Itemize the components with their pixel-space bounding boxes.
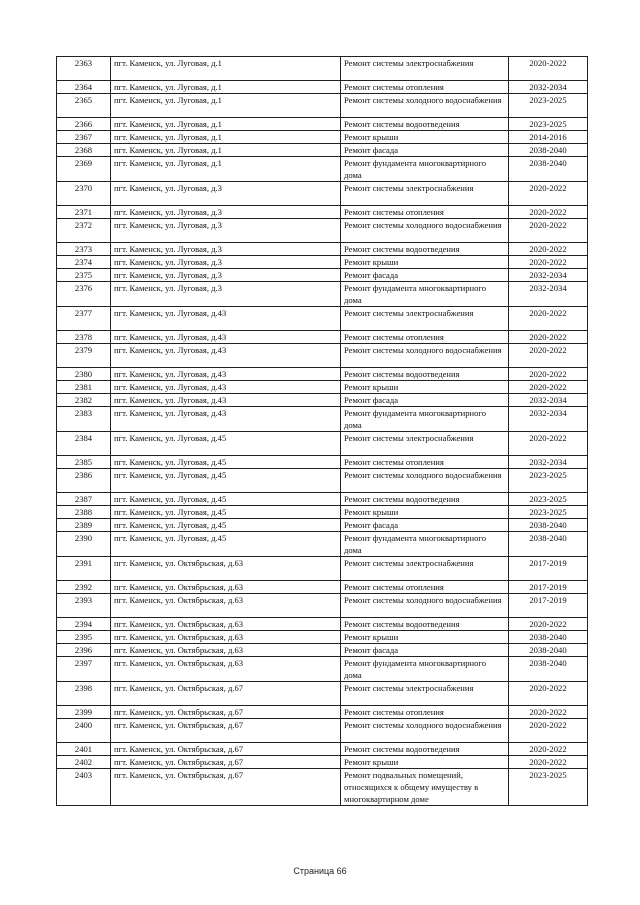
period-cell: 2020-2022 [509, 618, 588, 631]
address-cell: пгт. Каменск, ул. Луговая, д.45 [111, 506, 341, 519]
work-type-cell: Ремонт системы электроснабжения [341, 57, 509, 81]
row-number-cell: 2399 [57, 706, 111, 719]
table-body [57, 57, 588, 806]
row-number-cell: 2380 [57, 368, 111, 381]
row-number-cell: 2383 [57, 407, 111, 432]
table-row [57, 182, 588, 206]
address-cell: пгт. Каменск, ул. Луговая, д.43 [111, 407, 341, 432]
address-cell: пгт. Каменск, ул. Луговая, д.1 [111, 157, 341, 182]
table-row [57, 519, 588, 532]
work-type-cell: Ремонт подвальных помещений, относящихся к общему имуществу в многоквартирном доме [341, 769, 509, 806]
table-row [57, 407, 588, 432]
address-cell: пгт. Каменск, ул. Луговая, д.45 [111, 432, 341, 456]
table-row [57, 157, 588, 182]
address-cell: пгт. Каменск, ул. Октябрьская, д.63 [111, 618, 341, 631]
address-cell: пгт. Каменск, ул. Луговая, д.45 [111, 456, 341, 469]
row-number-cell: 2391 [57, 557, 111, 581]
address-cell: пгт. Каменск, ул. Луговая, д.43 [111, 331, 341, 344]
table-row [57, 743, 588, 756]
work-type-cell: Ремонт системы холодного водоснабжения [341, 344, 509, 368]
row-number-cell: 2394 [57, 618, 111, 631]
period-cell: 2020-2022 [509, 432, 588, 456]
work-type-cell: Ремонт системы отопления [341, 206, 509, 219]
table-row [57, 57, 588, 81]
period-cell: 2032-2034 [509, 269, 588, 282]
work-type-cell: Ремонт системы электроснабжения [341, 432, 509, 456]
work-type-cell: Ремонт системы водоотведения [341, 368, 509, 381]
row-number-cell: 2396 [57, 644, 111, 657]
address-cell: пгт. Каменск, ул. Октябрьская, д.63 [111, 557, 341, 581]
period-cell: 2020-2022 [509, 743, 588, 756]
table-row [57, 81, 588, 94]
address-cell: пгт. Каменск, ул. Луговая, д.43 [111, 381, 341, 394]
work-type-cell: Ремонт крыши [341, 631, 509, 644]
row-number-cell: 2401 [57, 743, 111, 756]
period-cell: 2023-2025 [509, 506, 588, 519]
work-type-cell: Ремонт системы электроснабжения [341, 182, 509, 206]
table-row [57, 256, 588, 269]
period-cell: 2032-2034 [509, 456, 588, 469]
table-row [57, 118, 588, 131]
row-number-cell: 2403 [57, 769, 111, 806]
table-row [57, 469, 588, 493]
work-type-cell: Ремонт фундамента многоквартирного дома [341, 657, 509, 682]
row-number-cell: 2378 [57, 331, 111, 344]
address-cell: пгт. Каменск, ул. Луговая, д.3 [111, 243, 341, 256]
page-number: Страница 66 [293, 866, 347, 876]
address-cell: пгт. Каменск, ул. Луговая, д.45 [111, 519, 341, 532]
period-cell: 2017-2019 [509, 581, 588, 594]
period-cell: 2023-2025 [509, 469, 588, 493]
work-type-cell: Ремонт фасада [341, 144, 509, 157]
period-cell: 2017-2019 [509, 557, 588, 581]
row-number-cell: 2367 [57, 131, 111, 144]
address-cell: пгт. Каменск, ул. Луговая, д.3 [111, 206, 341, 219]
table-row [57, 493, 588, 506]
table-row [57, 581, 588, 594]
period-cell: 2032-2034 [509, 282, 588, 307]
work-type-cell: Ремонт системы водоотведения [341, 743, 509, 756]
period-cell: 2020-2022 [509, 706, 588, 719]
work-type-cell: Ремонт системы холодного водоснабжения [341, 219, 509, 243]
period-cell: 2038-2040 [509, 157, 588, 182]
work-type-cell: Ремонт фасада [341, 644, 509, 657]
period-cell: 2020-2022 [509, 719, 588, 743]
row-number-cell: 2373 [57, 243, 111, 256]
address-cell: пгт. Каменск, ул. Луговая, д.3 [111, 256, 341, 269]
row-number-cell: 2381 [57, 381, 111, 394]
work-type-cell: Ремонт крыши [341, 131, 509, 144]
row-number-cell: 2387 [57, 493, 111, 506]
period-cell: 2038-2040 [509, 657, 588, 682]
table-row [57, 594, 588, 618]
work-type-cell: Ремонт системы холодного водоснабжения [341, 594, 509, 618]
row-number-cell: 2402 [57, 756, 111, 769]
row-number-cell: 2379 [57, 344, 111, 368]
table-row [57, 532, 588, 557]
table-row [57, 432, 588, 456]
table-row [57, 657, 588, 682]
address-cell: пгт. Каменск, ул. Луговая, д.1 [111, 94, 341, 118]
row-number-cell: 2392 [57, 581, 111, 594]
address-cell: пгт. Каменск, ул. Луговая, д.43 [111, 344, 341, 368]
period-cell: 2020-2022 [509, 344, 588, 368]
work-type-cell: Ремонт фундамента многоквартирного дома [341, 282, 509, 307]
table-row [57, 144, 588, 157]
row-number-cell: 2395 [57, 631, 111, 644]
period-cell: 2020-2022 [509, 206, 588, 219]
row-number-cell: 2397 [57, 657, 111, 682]
table-row [57, 331, 588, 344]
work-type-cell: Ремонт фундамента многоквартирного дома [341, 157, 509, 182]
address-cell: пгт. Каменск, ул. Луговая, д.45 [111, 469, 341, 493]
table-row [57, 344, 588, 368]
row-number-cell: 2390 [57, 532, 111, 557]
table-row [57, 368, 588, 381]
period-cell: 2020-2022 [509, 331, 588, 344]
work-type-cell: Ремонт крыши [341, 381, 509, 394]
row-number-cell: 2368 [57, 144, 111, 157]
row-number-cell: 2371 [57, 206, 111, 219]
address-cell: пгт. Каменск, ул. Луговая, д.3 [111, 282, 341, 307]
work-type-cell: Ремонт системы водоотведения [341, 118, 509, 131]
table-row [57, 381, 588, 394]
row-number-cell: 2365 [57, 94, 111, 118]
row-number-cell: 2382 [57, 394, 111, 407]
period-cell: 2023-2025 [509, 118, 588, 131]
period-cell: 2020-2022 [509, 368, 588, 381]
row-number-cell: 2375 [57, 269, 111, 282]
period-cell: 2038-2040 [509, 144, 588, 157]
address-cell: пгт. Каменск, ул. Октябрьская, д.67 [111, 706, 341, 719]
address-cell: пгт. Каменск, ул. Луговая, д.1 [111, 144, 341, 157]
row-number-cell: 2363 [57, 57, 111, 81]
period-cell: 2014-2016 [509, 131, 588, 144]
address-cell: пгт. Каменск, ул. Октябрьская, д.63 [111, 644, 341, 657]
address-cell: пгт. Каменск, ул. Октябрьская, д.63 [111, 594, 341, 618]
work-type-cell: Ремонт системы отопления [341, 456, 509, 469]
work-type-cell: Ремонт системы холодного водоснабжения [341, 719, 509, 743]
row-number-cell: 2398 [57, 682, 111, 706]
table-row [57, 706, 588, 719]
period-cell: 2020-2022 [509, 182, 588, 206]
work-type-cell: Ремонт крыши [341, 506, 509, 519]
table-row [57, 394, 588, 407]
table-row [57, 131, 588, 144]
row-number-cell: 2372 [57, 219, 111, 243]
period-cell: 2032-2034 [509, 407, 588, 432]
row-number-cell: 2388 [57, 506, 111, 519]
period-cell: 2020-2022 [509, 682, 588, 706]
table-row [57, 243, 588, 256]
address-cell: пгт. Каменск, ул. Луговая, д.3 [111, 269, 341, 282]
address-cell: пгт. Каменск, ул. Луговая, д.1 [111, 81, 341, 94]
address-cell: пгт. Каменск, ул. Октябрьская, д.67 [111, 743, 341, 756]
address-cell: пгт. Каменск, ул. Луговая, д.43 [111, 368, 341, 381]
work-type-cell: Ремонт системы отопления [341, 331, 509, 344]
work-type-cell: Ремонт системы водоотведения [341, 618, 509, 631]
table-row [57, 719, 588, 743]
work-type-cell: Ремонт системы водоотведения [341, 493, 509, 506]
row-number-cell: 2386 [57, 469, 111, 493]
table-row [57, 219, 588, 243]
period-cell: 2020-2022 [509, 756, 588, 769]
table-row [57, 206, 588, 219]
row-number-cell: 2369 [57, 157, 111, 182]
table-row [57, 269, 588, 282]
row-number-cell: 2376 [57, 282, 111, 307]
table-row [57, 307, 588, 331]
table-row [57, 644, 588, 657]
period-cell: 2038-2040 [509, 532, 588, 557]
address-cell: пгт. Каменск, ул. Октябрьская, д.67 [111, 719, 341, 743]
row-number-cell: 2384 [57, 432, 111, 456]
table-row [57, 682, 588, 706]
address-cell: пгт. Каменск, ул. Луговая, д.45 [111, 493, 341, 506]
period-cell: 2032-2034 [509, 81, 588, 94]
row-number-cell: 2370 [57, 182, 111, 206]
period-cell: 2038-2040 [509, 519, 588, 532]
table-row [57, 631, 588, 644]
table-row [57, 456, 588, 469]
address-cell: пгт. Каменск, ул. Луговая, д.43 [111, 394, 341, 407]
row-number-cell: 2364 [57, 81, 111, 94]
period-cell: 2038-2040 [509, 644, 588, 657]
address-cell: пгт. Каменск, ул. Октябрьская, д.63 [111, 581, 341, 594]
row-number-cell: 2377 [57, 307, 111, 331]
address-cell: пгт. Каменск, ул. Октябрьская, д.63 [111, 657, 341, 682]
work-type-cell: Ремонт системы холодного водоснабжения [341, 94, 509, 118]
address-cell: пгт. Каменск, ул. Луговая, д.3 [111, 219, 341, 243]
work-type-cell: Ремонт системы электроснабжения [341, 557, 509, 581]
work-type-cell: Ремонт системы отопления [341, 706, 509, 719]
work-type-cell: Ремонт системы холодного водоснабжения [341, 469, 509, 493]
work-type-cell: Ремонт системы водоотведения [341, 243, 509, 256]
work-type-cell: Ремонт системы отопления [341, 81, 509, 94]
table-row [57, 506, 588, 519]
address-cell: пгт. Каменск, ул. Луговая, д.3 [111, 182, 341, 206]
period-cell: 2020-2022 [509, 243, 588, 256]
table-row [57, 769, 588, 806]
work-type-cell: Ремонт крыши [341, 756, 509, 769]
work-type-cell: Ремонт фундамента многоквартирного дома [341, 407, 509, 432]
period-cell: 2038-2040 [509, 631, 588, 644]
work-type-cell: Ремонт системы электроснабжения [341, 682, 509, 706]
period-cell: 2023-2025 [509, 493, 588, 506]
row-number-cell: 2400 [57, 719, 111, 743]
table-row [57, 557, 588, 581]
period-cell: 2023-2025 [509, 769, 588, 806]
work-type-cell: Ремонт фасада [341, 394, 509, 407]
address-cell: пгт. Каменск, ул. Октябрьская, д.67 [111, 756, 341, 769]
work-type-cell: Ремонт крыши [341, 256, 509, 269]
work-type-cell: Ремонт фасада [341, 519, 509, 532]
work-type-cell: Ремонт системы отопления [341, 581, 509, 594]
table-row [57, 94, 588, 118]
period-cell: 2017-2019 [509, 594, 588, 618]
work-type-cell: Ремонт фасада [341, 269, 509, 282]
table-row [57, 756, 588, 769]
period-cell: 2020-2022 [509, 307, 588, 331]
table-row [57, 282, 588, 307]
row-number-cell: 2366 [57, 118, 111, 131]
row-number-cell: 2374 [57, 256, 111, 269]
address-cell: пгт. Каменск, ул. Октябрьская, д.67 [111, 769, 341, 806]
address-cell: пгт. Каменск, ул. Луговая, д.43 [111, 307, 341, 331]
work-type-cell: Ремонт фундамента многоквартирного дома [341, 532, 509, 557]
work-schedule-table [56, 56, 588, 806]
address-cell: пгт. Каменск, ул. Луговая, д.1 [111, 57, 341, 81]
address-cell: пгт. Каменск, ул. Луговая, д.1 [111, 118, 341, 131]
row-number-cell: 2389 [57, 519, 111, 532]
address-cell: пгт. Каменск, ул. Октябрьская, д.63 [111, 631, 341, 644]
period-cell: 2020-2022 [509, 256, 588, 269]
period-cell: 2020-2022 [509, 381, 588, 394]
row-number-cell: 2385 [57, 456, 111, 469]
period-cell: 2032-2034 [509, 394, 588, 407]
period-cell: 2020-2022 [509, 219, 588, 243]
table-row [57, 618, 588, 631]
address-cell: пгт. Каменск, ул. Октябрьская, д.67 [111, 682, 341, 706]
period-cell: 2023-2025 [509, 94, 588, 118]
row-number-cell: 2393 [57, 594, 111, 618]
address-cell: пгт. Каменск, ул. Луговая, д.1 [111, 131, 341, 144]
work-type-cell: Ремонт системы электроснабжения [341, 307, 509, 331]
address-cell: пгт. Каменск, ул. Луговая, д.45 [111, 532, 341, 557]
period-cell: 2020-2022 [509, 57, 588, 81]
